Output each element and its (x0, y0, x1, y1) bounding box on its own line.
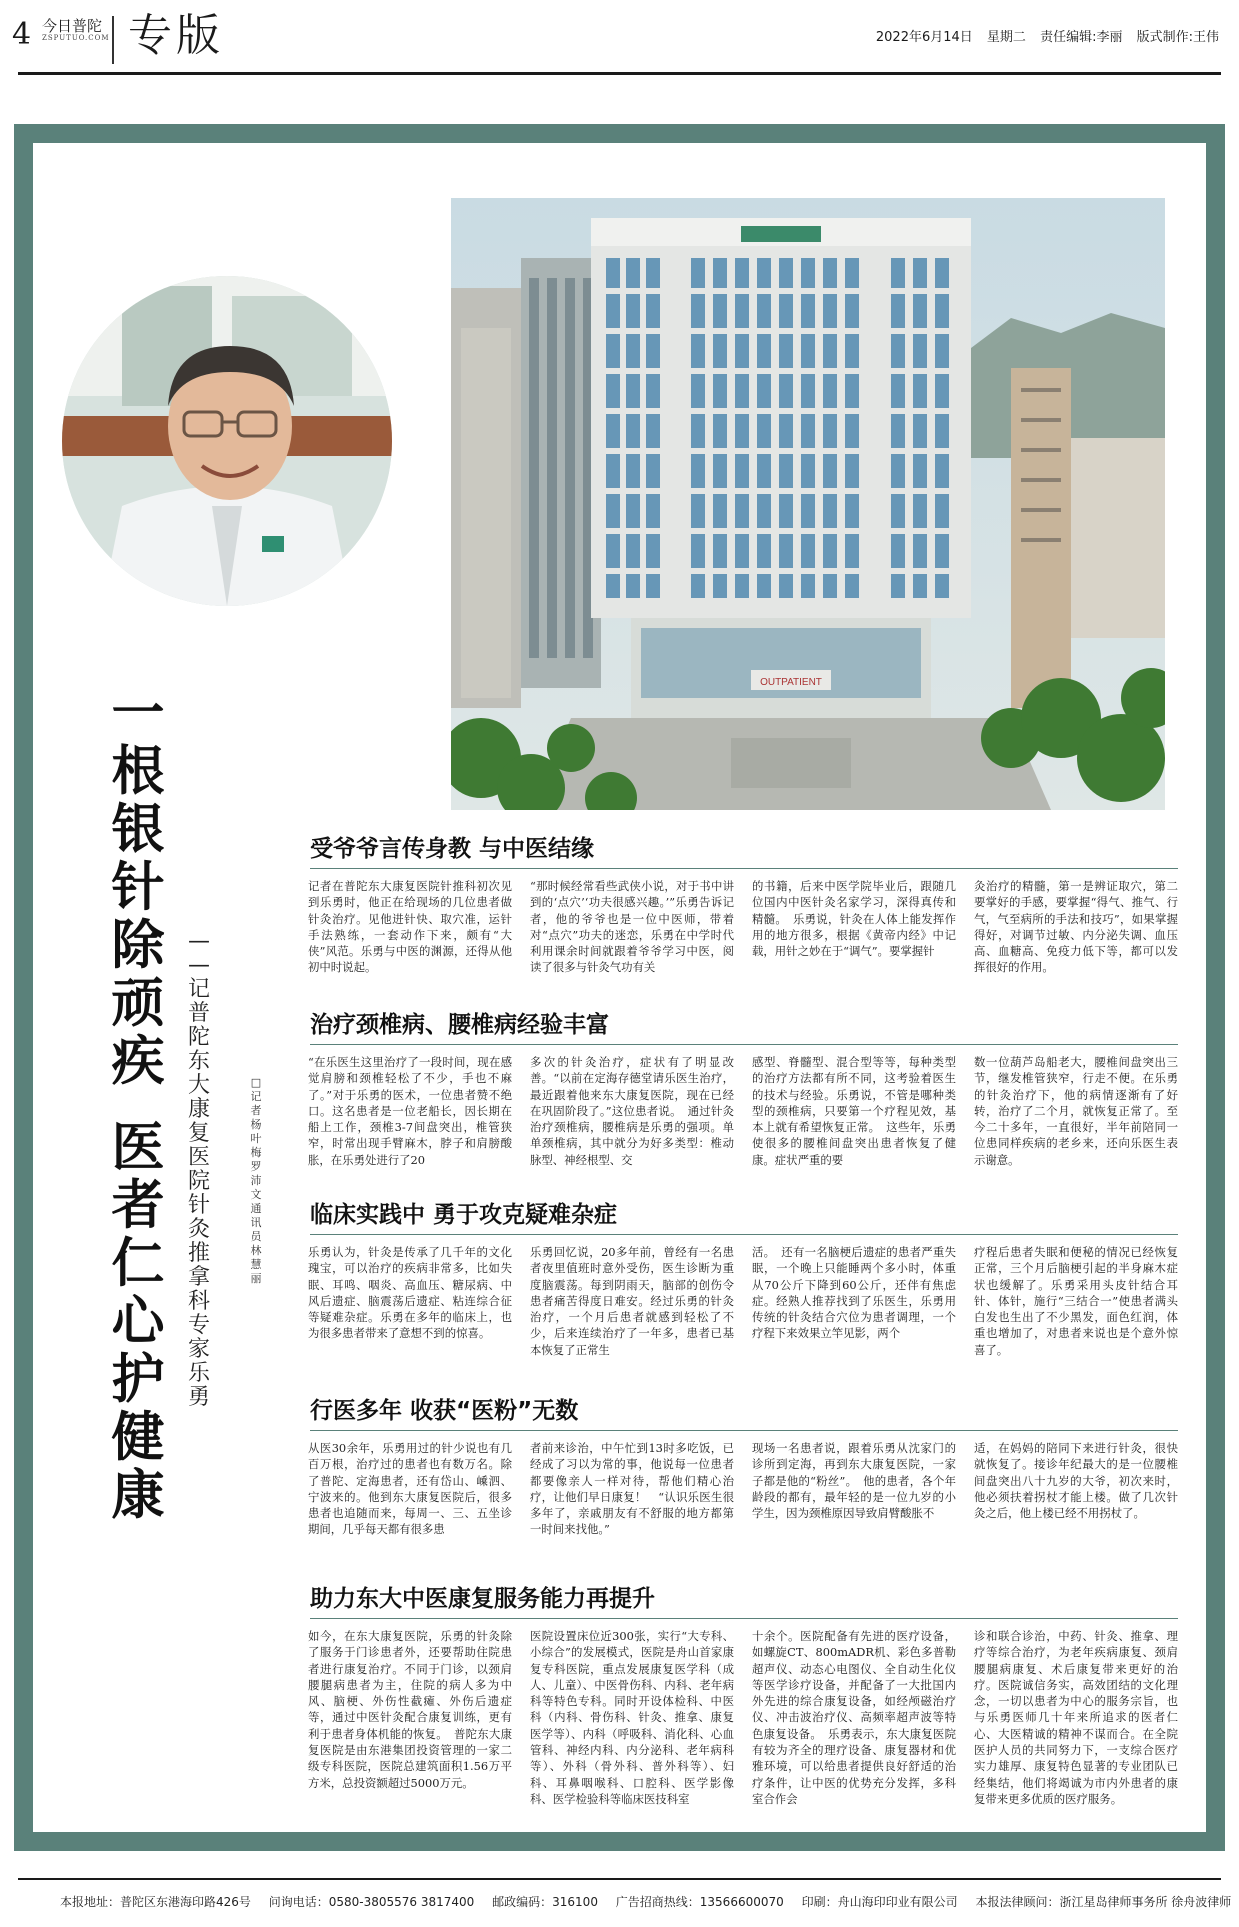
section-rule (310, 1618, 1178, 1619)
headline-char: 顽 (111, 972, 165, 1034)
masthead-rule (18, 72, 1221, 75)
body-column: 疗程后患者失眠和便秘的情况已经恢复正常，三个月后脑梗引起的半身麻木症状也缓解了。乐勇采用头皮针结合耳针、体针，施行“三结合一”使患者满头白发也生出了不少黑发，面色红润，体重也增加了，对患者来说也是个意外惊喜了。 (974, 1245, 1178, 1357)
section-heading: 助力东大中医康复服务能力再提升 (310, 1586, 655, 1612)
footer-postcode: 邮政编码：316100 (492, 1895, 598, 1909)
body-column: 乐勇回忆说，20多年前，曾经有一名患者夜里值班时意外受伤，医生诊断为重度脑震荡。每到阴雨天，脑部的创伤令患者痛苦得度日难安。经过乐勇的针灸治疗，一个月后患者就感到轻松了不少，后来连续治疗了一年多，患者已基本恢复了正常生 (530, 1245, 734, 1357)
body-column: 乐勇认为，针灸是传承了几千年的文化瑰宝，可以治疗的疾病非常多，比如失眠、耳鸣、咽炎、高血压、糖尿病、中风后遗症、脑震荡后遗症、粘连综合征等疑难杂症。乐勇在多年的临床上，也为很多患者带来了意想不到的惊喜。 (308, 1245, 512, 1341)
subhead-char: 康 (187, 1097, 210, 1122)
subhead-char: 记 (187, 977, 210, 1002)
section-body (308, 1628, 1178, 1824)
doctor-portrait-illustration (62, 276, 392, 606)
section-rule (310, 868, 1178, 869)
byline-char: 杨 (250, 1118, 262, 1131)
subhead-char: — (188, 929, 210, 954)
subhead-char: 勇 (187, 1385, 210, 1410)
subheadline (186, 930, 212, 1410)
paper-logo (42, 17, 110, 54)
body-column: “在乐医生这里治疗了一段时间，现在感觉肩膀和颈椎轻松了不少，手也不麻了。”对于乐勇的医术，一位患者赞不绝口。这名患者是一位老船长，因长期在船上工作，颈椎3-7间盘突出，椎管狭窄，时常出现手臂麻木，脖子和肩膀酸胀，在乐勇处进行了20 (308, 1055, 512, 1167)
body-column: 多次的针灸治疗，症状有了明显改善。“以前在定海存德堂请乐医生治疗，最近跟着他来东大康复医院，现在已经在巩固阶段了。”这位患者说。 通过针灸治疗颈椎病，腰椎病是乐勇的强项。单单颈椎病，其中就分为好多类型：椎动脉型、神经根型、交 (530, 1055, 734, 1167)
headline-char: 仁 (111, 1232, 165, 1294)
section-heading: 治疗颈椎病、腰椎病经验丰富 (310, 1012, 609, 1038)
headline-char: 银 (111, 798, 165, 860)
section-body (308, 878, 1178, 976)
body-column: 的书籍，后来中医学院毕业后，跟随几位国内中医针灸名家学习，深得真传和精髓。 乐勇说，针灸在人体上能发挥作用的地方很多，根据《黄帝内经》中记载，用针之妙在于“调气”。要掌握针 (752, 879, 956, 959)
byline-char: 文 (250, 1188, 262, 1201)
byline-char: 林 (250, 1244, 262, 1257)
subhead-char: 乐 (187, 1361, 210, 1386)
footer-rule (18, 1878, 1221, 1880)
byline-char: 叶 (250, 1132, 262, 1145)
byline-char: 讯 (250, 1216, 262, 1229)
outpatient-sign: OUTPATIENT (760, 677, 822, 688)
footer-ad-hotline: 广告招商热线：13566600070 (615, 1895, 784, 1909)
editor-credit: 责任编辑:李丽 (1040, 30, 1123, 45)
footer-legal: 本报法律顾问：浙江星岛律师事务所 徐舟波律师 (975, 1895, 1232, 1909)
body-column: 记者在普陀东大康复医院针推科初次见到乐勇时，他正在给现场的几位患者做针灸治疗。见他进针快、取穴准，运针手法熟练，一套动作下来，颇有“大侠”风范。乐勇与中医的渊源，还得从他初中时说起。 (308, 879, 512, 975)
masthead-divider (112, 16, 114, 64)
footer-phone: 问询电话：0580-3805576 3817400 (268, 1895, 475, 1909)
section-body (308, 1440, 1178, 1554)
headline-char: 者 (111, 1174, 165, 1236)
body-column: 现场一名患者说，跟着乐勇从沈家门的诊所到定海，再到东大康复医院，一家子都是他的“粉丝”。 他的患者，各个年龄段的都有，最年轻的是一位九岁的小学生，因为颈椎原因导致肩臂酸胀不 (752, 1441, 956, 1521)
subhead-char: 普 (187, 1001, 210, 1026)
section-rule (310, 1044, 1178, 1045)
issue-weekday: 星期二 (986, 30, 1026, 45)
subhead-char: 东 (187, 1049, 210, 1074)
byline-char: 者 (250, 1104, 262, 1117)
section-title: 专版 (128, 10, 224, 61)
section-heading: 行医多年 收获“医粉”无数 (310, 1398, 579, 1424)
subhead-char: — (188, 953, 210, 978)
byline-char: 通 (250, 1202, 262, 1215)
hospital-building-photo (451, 198, 1165, 810)
headline-char: 医 (111, 1116, 165, 1178)
paper-url: ZSPUTUO.COM (42, 33, 110, 42)
issue-date: 2022年6月14日 (875, 30, 973, 45)
subhead-char: 院 (187, 1169, 210, 1194)
byline-char: 丽 (250, 1272, 262, 1285)
subhead-char: 复 (187, 1121, 210, 1146)
body-column: 如今，在东大康复医院，乐勇的针灸除了服务于门诊患者外，还要帮助住院患者进行康复治疗。不同于门诊，以颈肩腰腿病患者为主，住院的病人多为中风、脑梗、外伤性截瘫、外伤后遗症等，通过中医针灸配合康复训练，更有利于患者身体机能的恢复。 普陀东大康复医院是由东港集团投资管理的一家二级专科医院，医院总建筑面积1.56万平方米，总投资额超过5000万元。 (308, 1629, 512, 1790)
section-heading: 临床实践中 勇于攻克疑难杂症 (310, 1202, 618, 1228)
headline-char: 针 (111, 856, 165, 918)
doctor-portrait (62, 276, 392, 606)
subhead-char: 灸 (187, 1217, 210, 1242)
body-column: 活。 还有一名脑梗后遗症的患者严重失眠，一个晚上只能睡两个多小时，体重从70公斤下降到60公斤，还伴有焦虑症。经熟人推荐找到了乐医生，乐勇用传统的针灸结合穴位为患者调理，一个疗程下来效果立竿见影，两个 (752, 1245, 956, 1341)
body-column: 数一位葫芦岛船老大，腰椎间盘突出三节，继发椎管狭窄，行走不便。在乐勇的针灸治疗下，他的病情逐渐有了好转，治疗了二个月，就恢复正常了。至今二十多年，一直很好，半年前陪同一位患同样疾病的老乡来，还向乐医生表示谢意。 (974, 1055, 1178, 1167)
headline-char: 根 (111, 740, 165, 802)
footer-printer: 印刷：舟山海印印业有限公司 (801, 1895, 958, 1909)
byline-char: 沛 (250, 1174, 262, 1187)
subhead-char: 针 (187, 1193, 210, 1218)
body-column: 诊和联合诊治，中药、针灸、推拿、理疗等综合治疗，为老年疾病康复、颈肩腰腿病康复、术后康复带来更好的治疗。医院诚信务实，高效团结的文化理念，一切以患者为中心的服务宗旨，也与乐勇医师几十年来所追求的医者仁心、大医精诚的精神不谋而合。在全院医护人员的共同努力下，一支综合医疗实力雄厚、康复特色显著的专业团队已经集结，他们将竭诚为市内外患者的康复带来更多优质的医疗服务。 (974, 1629, 1178, 1806)
subhead-char: 大 (187, 1073, 210, 1098)
body-column: 从医30余年，乐勇用过的针少说也有几百万根，治疗过的患者也有数万名。除了普陀、定海患者，还有岱山、嵊泗、宁波来的。他到东大康复医院后，很多患者也追随而来，每周一、三、五坐诊期间，几乎每天都有很多患 (308, 1441, 512, 1537)
body-column: 医院设置床位近300张，实行“大专科、小综合”的发展模式，医院是舟山首家康复专科医院，重点发展康复医学科（成人、儿童）、中医骨伤科、内科、老年病科等特色专科。同时开设体检科、中医科（内科、骨伤科、针灸、推拿、康复医学等）、内科（呼吸科、消化科、心血管科、神经内科、内分泌科、老年病科等）、外科（骨外科、普外科等）、妇科、耳鼻咽喉科、口腔科、医学影像科、医学检验科等临床医技科室 (530, 1629, 734, 1806)
section-body (308, 1244, 1178, 1378)
byline-char: □ (250, 1076, 262, 1089)
body-column: 感型、脊髓型、混合型等等，每种类型的治疗方法都有所不同，这考验着医生的技术与经验。乐勇说，不管是哪种类型的颈椎病，只要第一个疗程见效，基本上就有希望恢复正常。 这些年，乐勇使很多的腰椎间盘突出患者恢复了健康。症状严重的要 (752, 1055, 956, 1167)
byline-char: 员 (250, 1230, 262, 1243)
headline-char: 护 (111, 1348, 165, 1410)
section-body (308, 1054, 1178, 1168)
body-column: 者前来诊治，中午忙到13时多吃饭，已经成了习以为常的事，他说每一位患者都要像亲人一样对待，帮他们精心治疗，让他们早日康复！ “认识乐医生很多年了，亲戚朋友有不舒服的地方都第一时间来找他。” (530, 1441, 734, 1537)
subhead-char: 科 (187, 1289, 210, 1314)
section-heading: 受爷爷言传身教 与中医结缘 (310, 836, 595, 862)
headline-gap (108, 1090, 168, 1118)
headline-char: 一 (111, 682, 165, 744)
byline (248, 1076, 264, 1286)
subhead-char: 陀 (187, 1025, 210, 1050)
body-column: “那时候经常看些武侠小说，对于书中讲到的‘点穴’‘功夫很感兴趣。’”乐勇告诉记者，他的爷爷也是一位中医师，带着对“点穴”功夫的迷恋，乐勇在中学时代利用课余时间就跟着爷爷学习中医，阅读了很多与针灸气功有关 (530, 879, 734, 975)
headline-char: 健 (111, 1406, 165, 1468)
byline-char: 慧 (250, 1258, 262, 1271)
section-rule (310, 1234, 1178, 1235)
body-column: 十余个。医院配备有先进的医疗设备，如螺旋CT、800mADR机、彩色多普勒超声仪、动态心电图仪、全自动生化仪等医学诊疗设备，并配备了一大批国内外先进的综合康复设备，如经颅磁治疗仪、冲击波治疗仪、高频率超声波等特色康复设备。 乐勇表示，东大康复医院有较为齐全的理疗设备、康复器材和优雅环境，可以给患者提供良好舒适的治疗条件，让中医的优势充分发挥，多科室合作会 (752, 1629, 956, 1806)
headline (108, 684, 168, 1524)
body-column: 灸治疗的精髓，第一是辨证取穴，第二要掌好的手感，要掌握“得气、推气、行气，气至病所的手法和技巧”，如果掌握得好，对调节过敏、内分泌失调、血压高、血糖高、免疫力低下等，都可以发挥很好的作用。 (974, 879, 1178, 975)
subhead-char: 推 (187, 1241, 210, 1266)
layout-credit: 版式制作:王伟 (1136, 30, 1219, 45)
footer-address: 本报地址：普陀区东港海印路426号 (60, 1895, 251, 1909)
section-rule (310, 1430, 1178, 1431)
byline-char: 罗 (250, 1160, 262, 1173)
subhead-char: 家 (187, 1337, 210, 1362)
byline-char: 记 (250, 1090, 262, 1103)
footer (60, 1893, 1239, 1910)
subhead-char: 专 (187, 1313, 210, 1338)
issue-meta (866, 26, 1219, 45)
hospital-building-illustration (451, 198, 1165, 810)
subhead-char: 拿 (187, 1265, 210, 1290)
headline-char: 除 (111, 914, 165, 976)
byline-char: 梅 (250, 1146, 262, 1159)
body-column: 适，在妈妈的陪同下来进行针灸，很快就恢复了。接诊年纪最大的是一位腰椎间盘突出八十九岁的大爷，初次来时，他必须扶着拐杖才能上楼。做了几次针灸之后，他上楼已经不用拐杖了。 (974, 1441, 1178, 1521)
paper-name: 今日普陀 (42, 17, 103, 35)
page-number: 4 (12, 17, 32, 52)
headline-char: 康 (111, 1464, 165, 1526)
headline-char: 心 (111, 1290, 165, 1352)
subhead-char: 医 (187, 1145, 210, 1170)
headline-char: 疾 (111, 1030, 165, 1092)
